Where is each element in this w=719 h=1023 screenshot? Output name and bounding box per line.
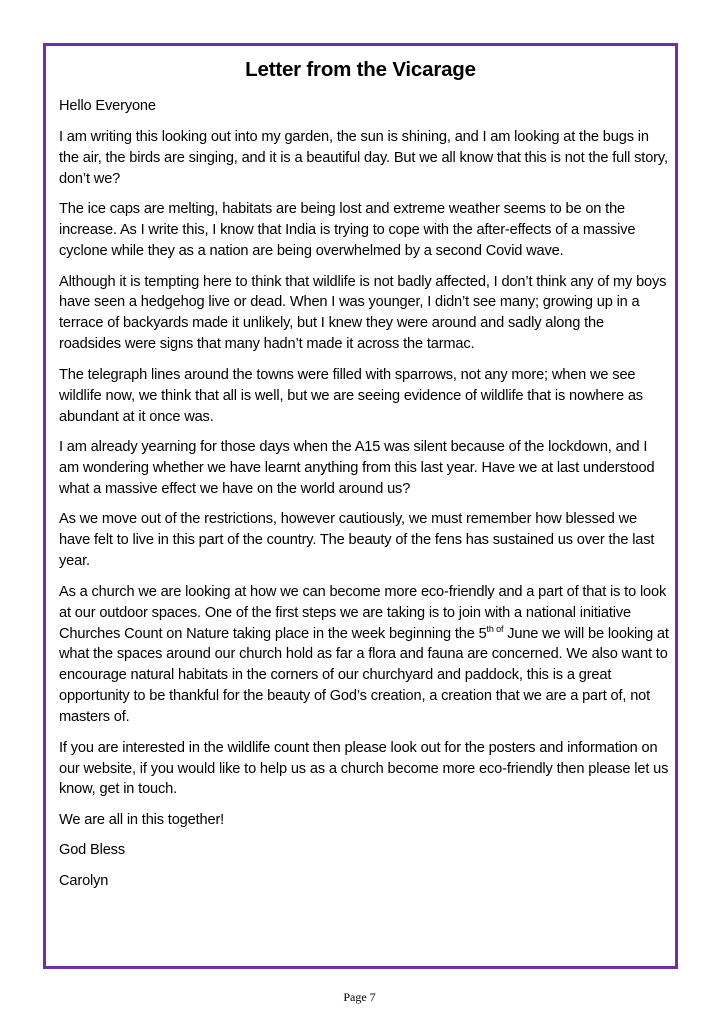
- paragraph: The ice caps are melting, habitats are being lost and extreme weather seems to be on the increase. As I write this, I know that India is trying to cope with the after-effects of a massive cyclone while they as a nation are being overwhelmed by a second Covid wave.: [59, 201, 636, 260]
- together-line: We are all in this together!: [59, 811, 225, 828]
- greeting: Hello Everyone: [59, 98, 156, 114]
- letter-body: [59, 96, 669, 901]
- paragraph: Although it is tempting here to think that wildlife is not badly affected, I don’t think any of my boys have seen a hedgehog live or dead. When I was younger, I didn’t see many; growing up in a terrace of backyards made it unlikely, but I knew they were around and sadly along the roadsides were signs that many hadn’t made it across the tarmac.: [59, 273, 667, 353]
- church-paragraph-part-1: As a church we are looking at how we can become more eco-friendly and a part of that is to look at our outdoor spaces. One of the first steps we are taking is to join with a national initiative Churches Count on Nature taking place in the week beginning the 5: [59, 583, 667, 642]
- paragraph: As we move out of the restrictions, however cautiously, we must remember how blessed we have felt to live in this part of the country. The beauty of the fens has sustained us over the last year.: [59, 511, 655, 570]
- page-title: Letter from the Vicarage: [245, 58, 476, 81]
- paragraph: I am already yearning for those days when the A15 was silent because of the lockdown, and I am wondering whether we have learnt anything from this last year. Have we at last understood what a massive effect we have on the world around us?: [59, 439, 655, 497]
- ordinal-superscript: th of: [486, 623, 504, 634]
- letter-frame: [43, 43, 678, 969]
- signature: Carolyn: [59, 872, 109, 889]
- paragraph: I am writing this looking out into my garden, the sun is shining, and I am looking at the bugs in the air, the birds are singing, and it is a beautiful day. But we all know that this is not the full story, don’t we?: [59, 128, 668, 187]
- church-paragraph: [59, 582, 669, 728]
- page-number: Page 7: [343, 990, 376, 1004]
- sign-off: God Bless: [59, 842, 125, 859]
- paragraph: The telegraph lines around the towns were filled with sparrows, not any more; when we see wildlife now, we think that all is well, but we are seeing evidence of wildlife that is nowhere as abundant at it once was.: [59, 366, 643, 425]
- closing-paragraph: If you are interested in the wildlife count then please look out for the posters and information on our website, if you would like to help us as a church become more eco-friendly then please let us know, get in touch.: [59, 739, 669, 798]
- church-paragraph-part-2: June we will be looking at what the spaces around our church hold as far a flora and fauna are concerned. We also want to encourage natural habitats in the corners of our churchyard and paddock, this is a great opportunity to be thankful for the beauty of God’s creation, a creation that we are a part of, not masters of.: [59, 625, 669, 726]
